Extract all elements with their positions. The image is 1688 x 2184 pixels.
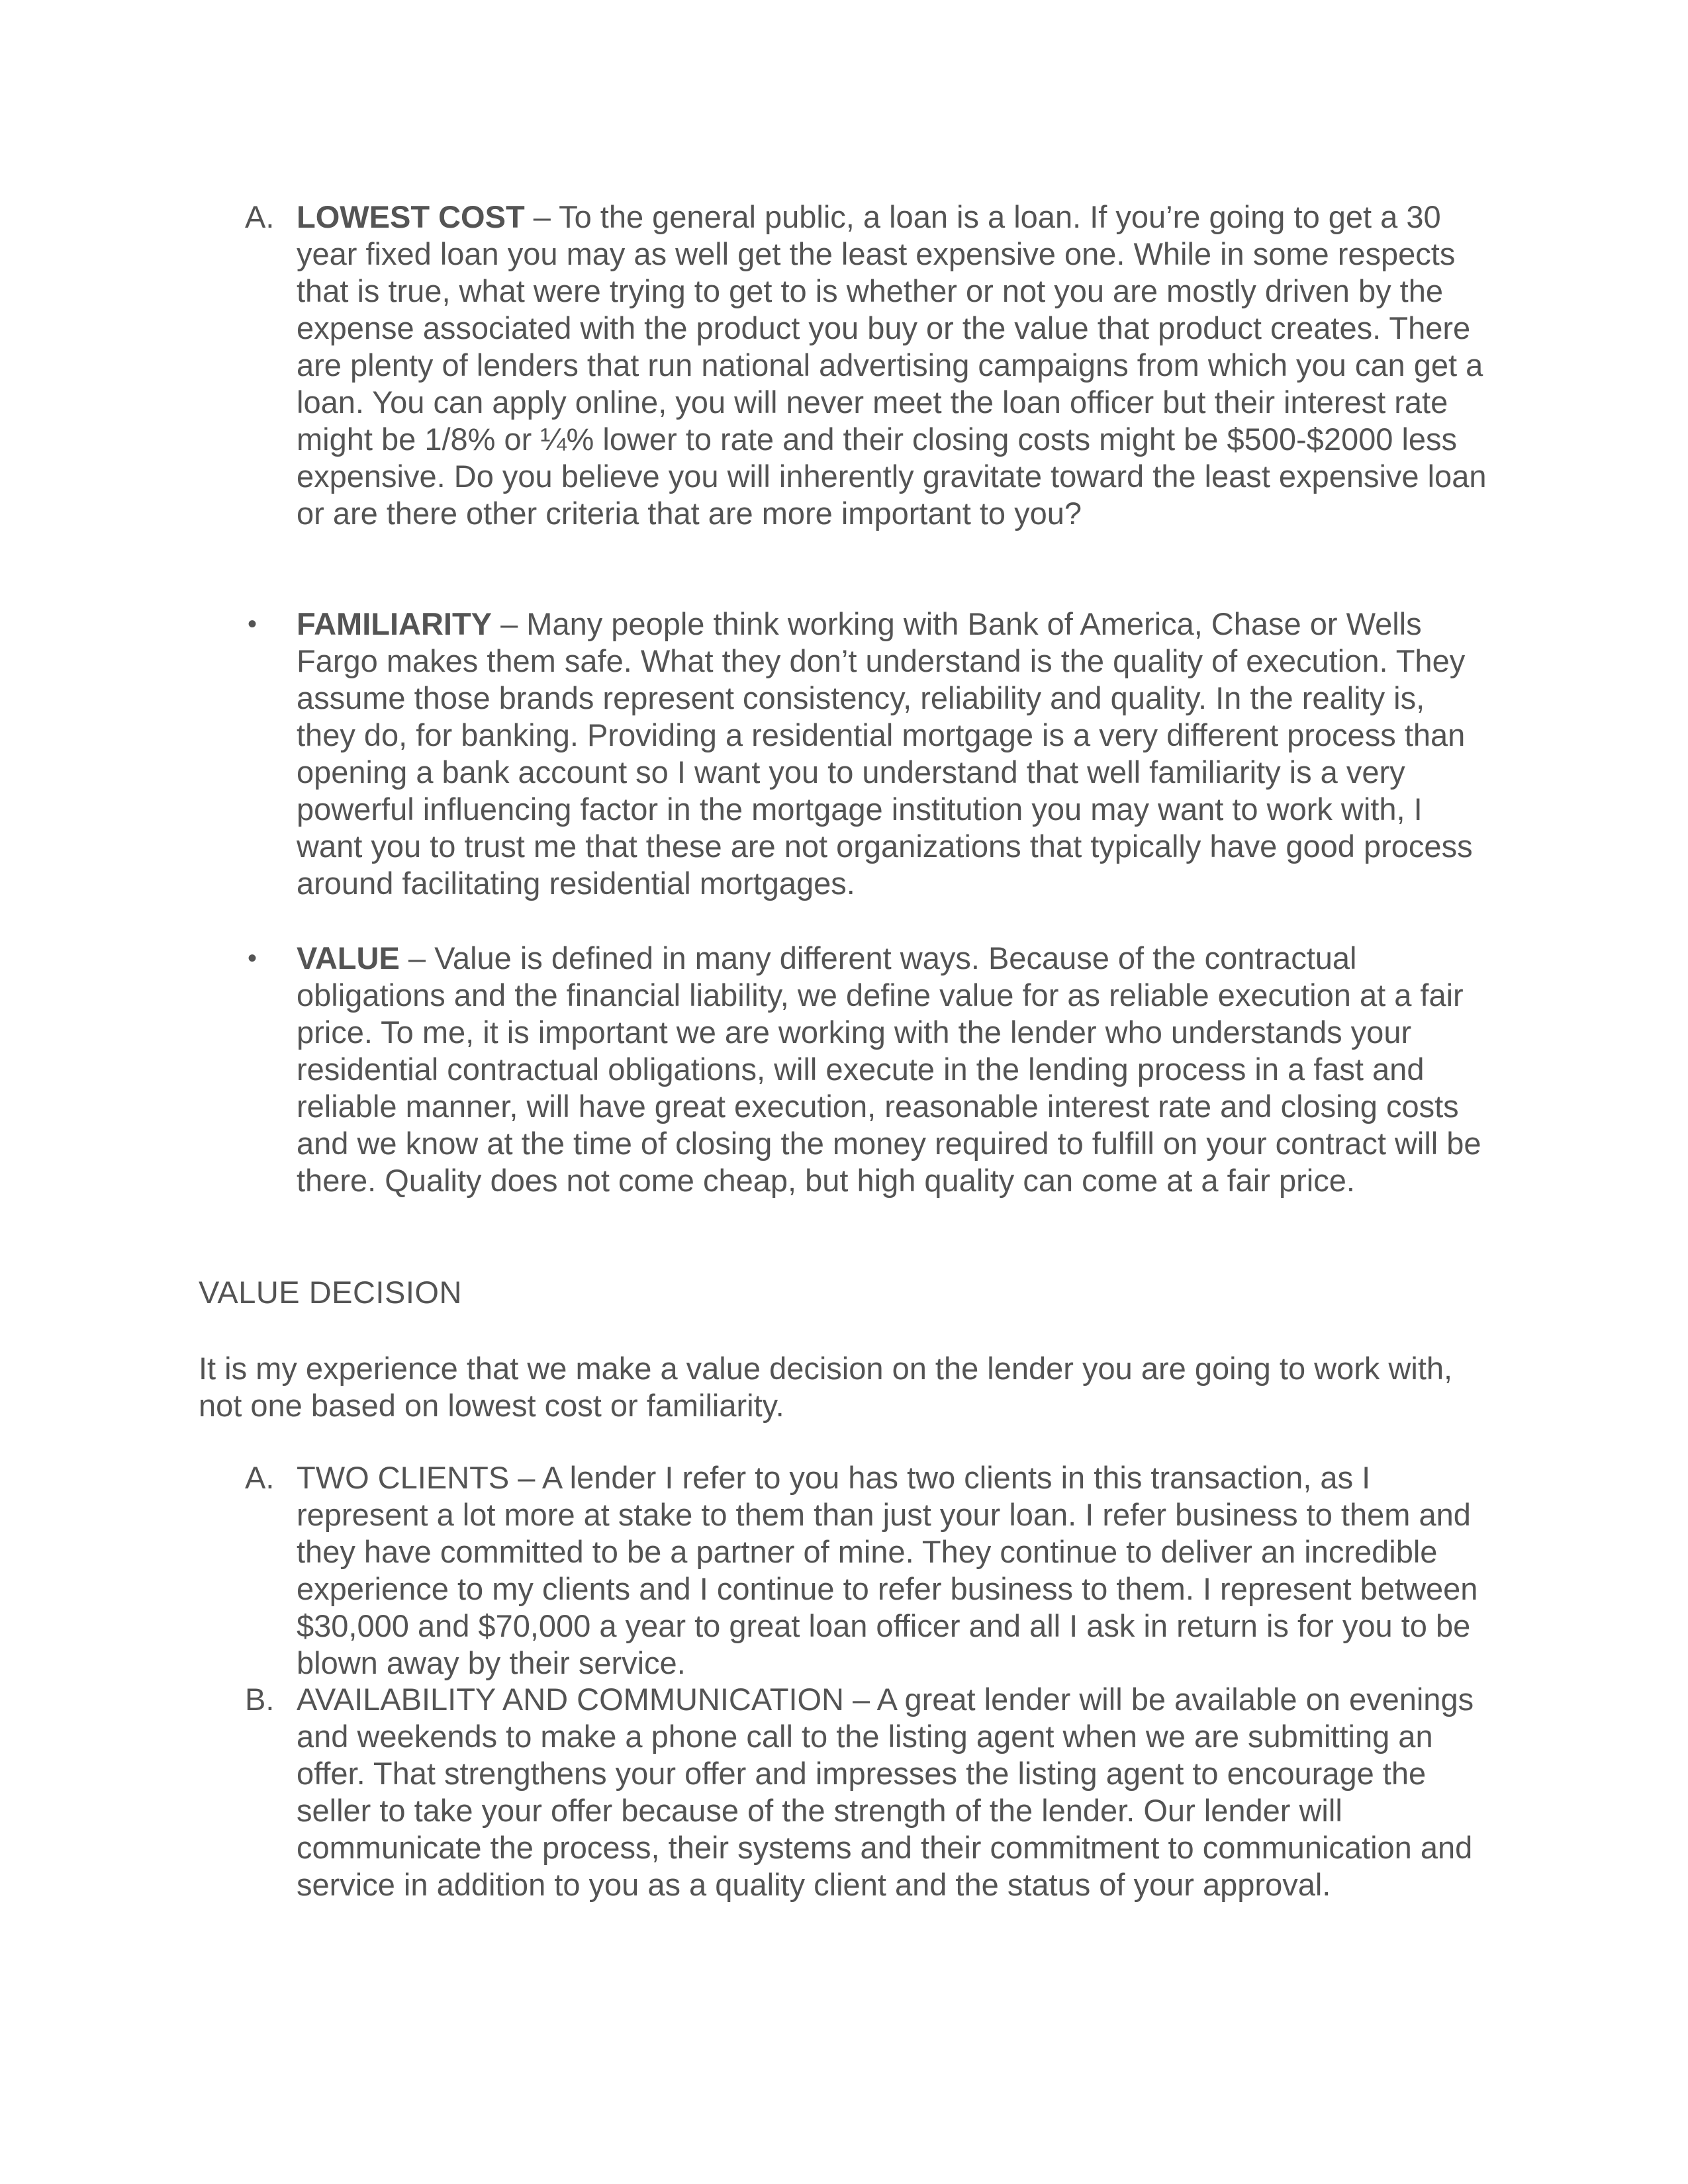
list-item-text: TWO CLIENTS – A lender I refer to you has two clients in this transaction, as I represent a lot more at stake to them than just your loan. I refer business to them and they have committed to be a partner of mine. They continue to deliver an incredible experience to my clients and I continue to refer business to them. I represent between $30,000 and $70,000 a year to great loan officer and all I ask in return is for you to be blown away by their service. [297, 1460, 1478, 1680]
list-item-lowest-cost [199, 199, 1496, 532]
list-item-text: – Value is defined in many different ways. Because of the contractual obligations and the financial liability, we define value for as reliable execution at a fair price. To me, it is important we are working with the lender who understands your residential contractual obligations, will execute in the lending process in a fast and reliable manner, will have great execution, reasonable interest rate and closing costs and we know at the time of closing the money required to fulfill on your contract will be there. Quality does not come cheap, but high quality can come at a fair price. [297, 940, 1481, 1198]
bullet-marker: • [248, 944, 258, 973]
list-item-familiarity [199, 606, 1496, 902]
list-item-body [297, 199, 1488, 532]
list-marker: B. [245, 1682, 275, 1717]
intro-paragraph: It is my experience that we make a value decision on the lender you are going to work with, not one based on lowest cost or familiarity. [199, 1351, 1453, 1423]
list-marker: A. [245, 199, 275, 234]
list-item-value [199, 940, 1496, 1199]
list-marker: A. [245, 1460, 275, 1495]
list-item-lead: LOWEST COST [297, 199, 525, 234]
list-item-two-clients [199, 1459, 1496, 1682]
list-item-body [297, 606, 1488, 902]
list-item-lead: FAMILIARITY [297, 606, 492, 641]
list-item-text: – To the general public, a loan is a loan. If you’re going to get a 30 year fixed loan you may as well get the least expensive one. While in some respects that is true, what were trying to get to is whether or not you are mostly driven by the expense associated with the product you buy or the value that product creates. There are plenty of lenders that run national advertising campaigns from which you can get a loan. You can apply online, you will never meet the loan officer but their interest rate might be 1/8% or ¼% lower to rate and their closing costs might be $500-$2000 less expensive. Do you believe you will inherently gravitate toward the least expensive loan or are there other criteria that are more important to you? [297, 199, 1487, 531]
bullet-marker: • [248, 610, 258, 639]
list-item-availability [199, 1681, 1496, 1903]
list-item-body [297, 940, 1488, 1199]
list-item-text: – Many people think working with Bank of America, Chase or Wells Fargo makes them safe. What they don’t understand is the quality of execution. They assume those brands represent consistency, reliability and quality. In the reality is, they do, for banking. Providing a residential mortgage is a very different process than opening a bank account so I want you to understand that well familiarity is a very powerful influencing factor in the mortgage institution you may want to work with, I want you to trust me that these are not organizations that typically have good process around facilitating residential mortgages. [297, 606, 1473, 901]
section-heading: VALUE DECISION [199, 1275, 462, 1310]
list-item-text: AVAILABILITY AND COMMUNICATION – A great lender will be available on evenings and weekends to make a phone call to the listing agent when we are submitting an offer. That strengthens your offer and impresses the listing agent to encourage the seller to take your offer because of the strength of the lender. Our lender will communicate the process, their systems and their commitment to communication and service in addition to you as a quality client and the status of your approval. [297, 1682, 1474, 1902]
list-item-lead: VALUE [297, 940, 400, 976]
